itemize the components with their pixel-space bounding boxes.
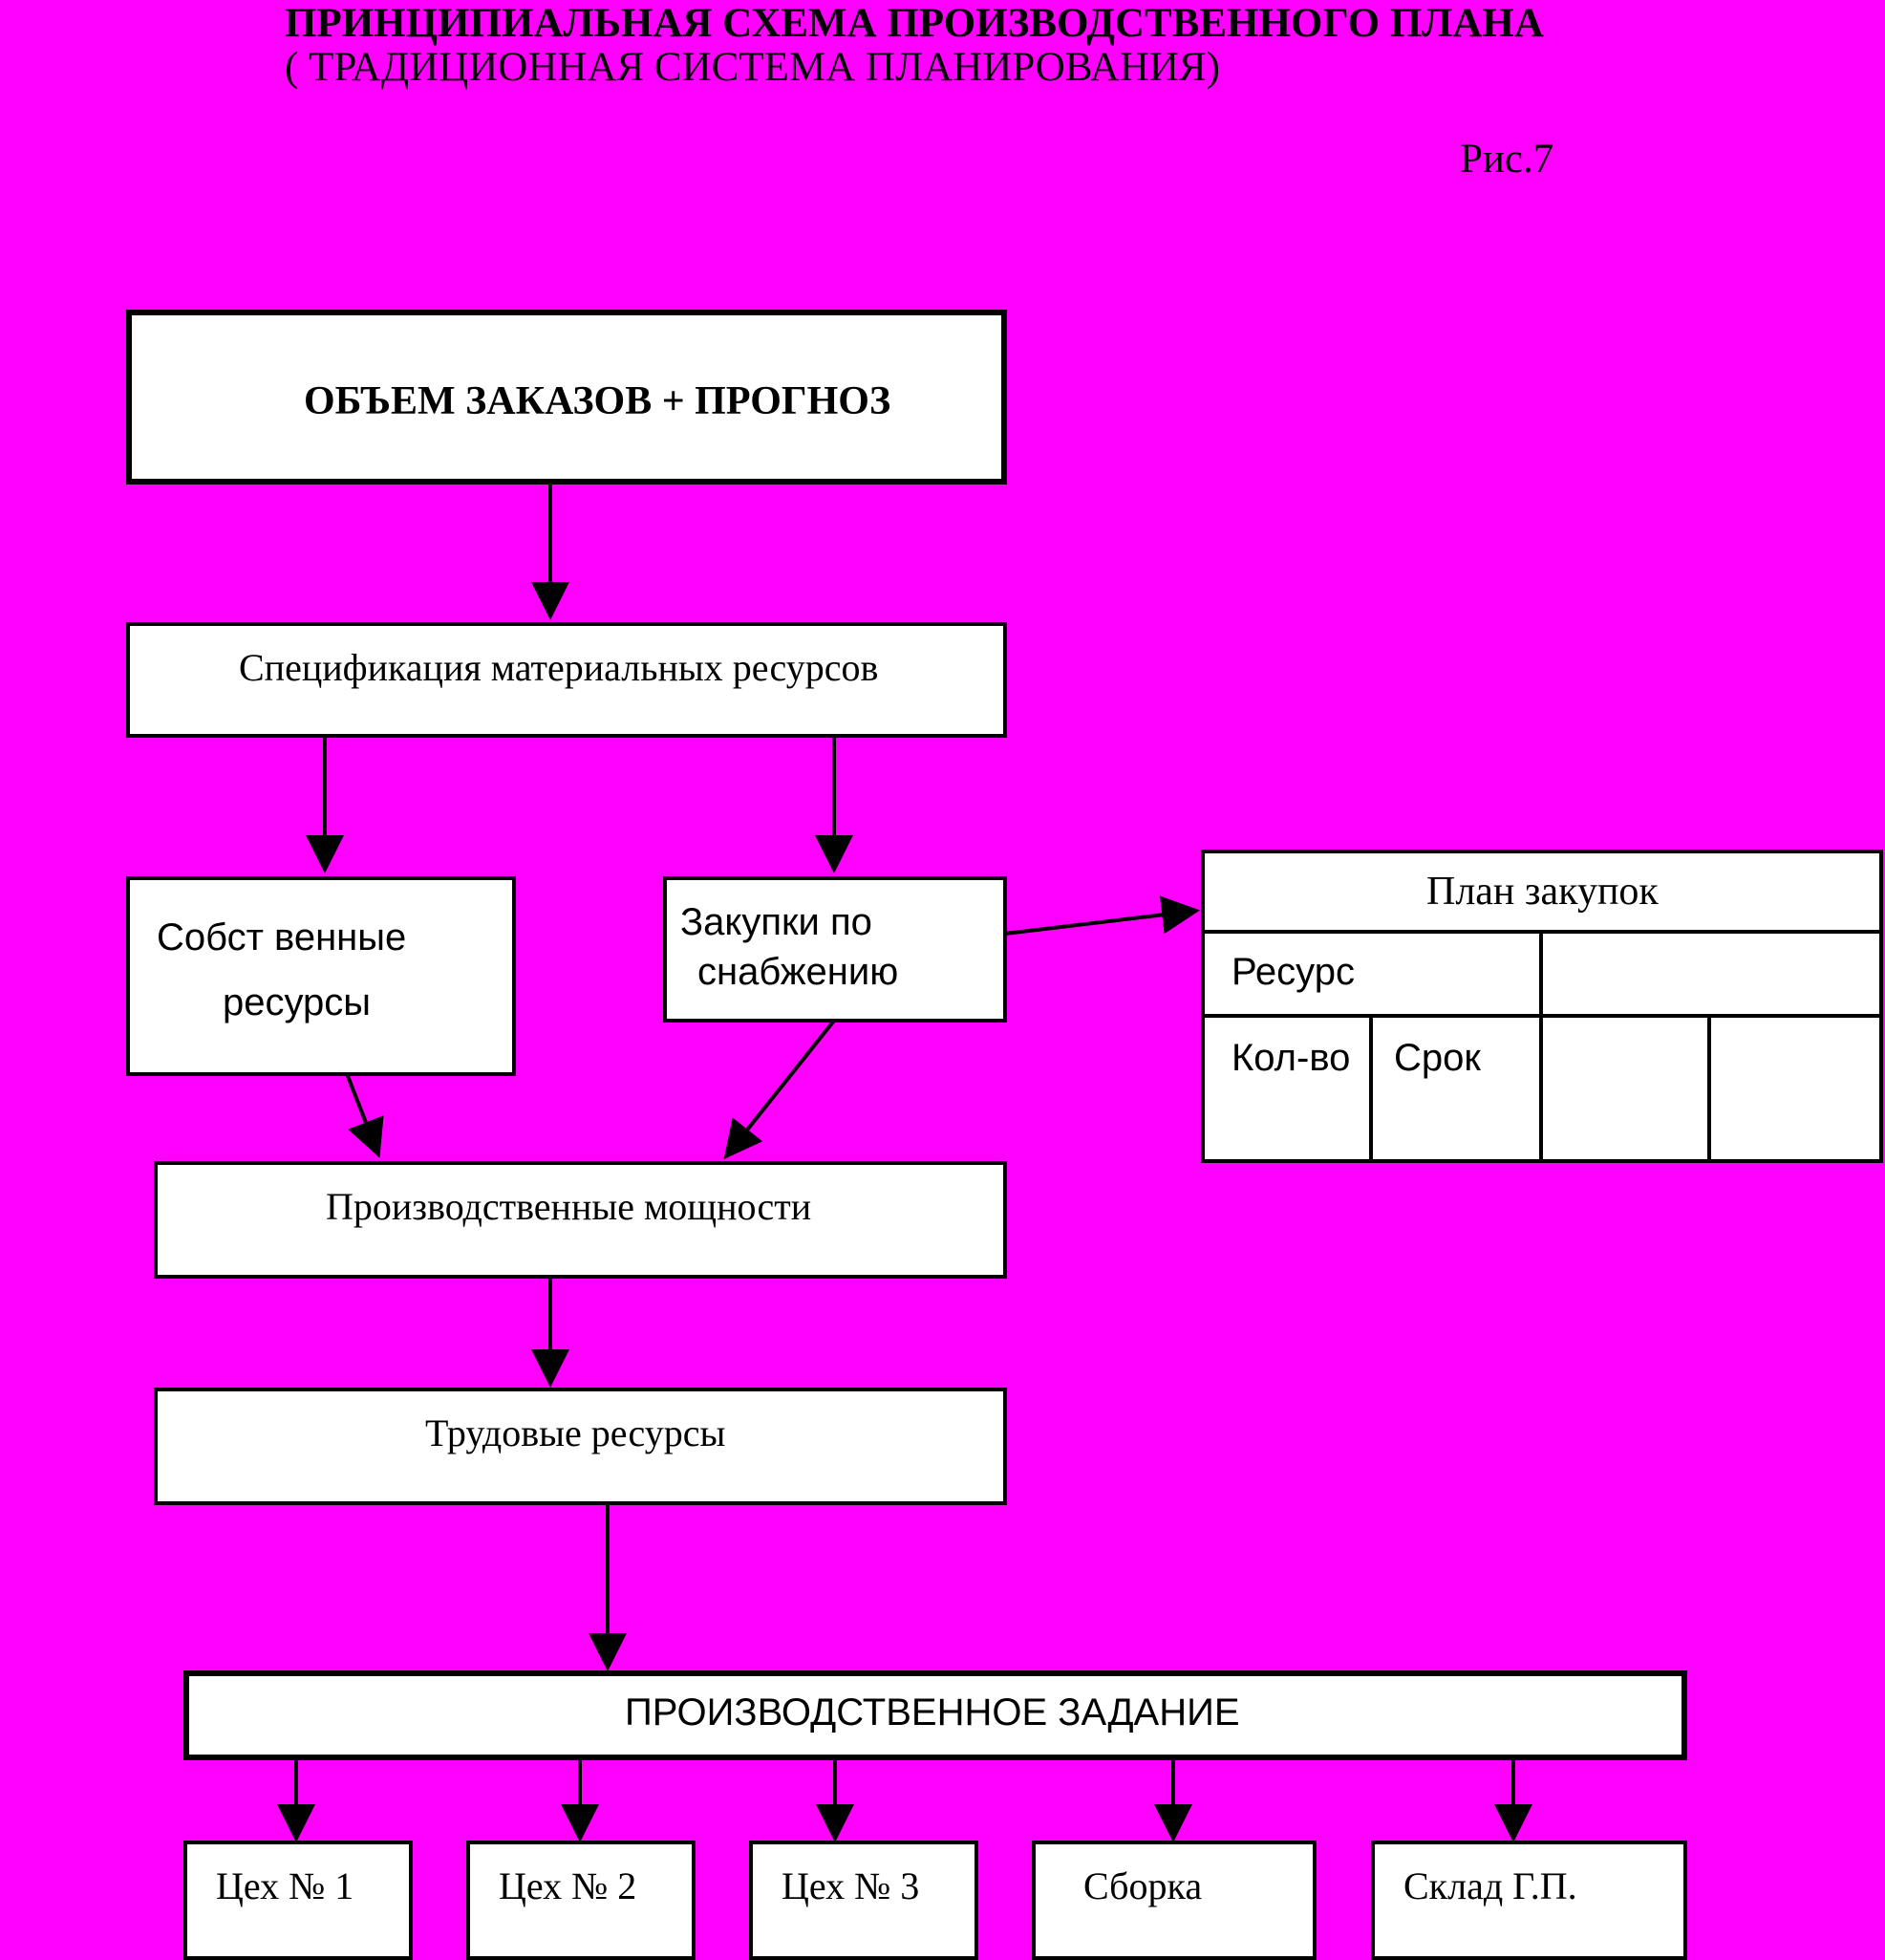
production-capacity-label: Производственные мощности — [326, 1185, 812, 1228]
production-task-box — [183, 1670, 1687, 1760]
warehouse-label: Склад Г.П. — [1403, 1864, 1577, 1907]
workshop-3-label: Цех № 3 — [782, 1864, 920, 1907]
resource-label: Ресурс — [1232, 951, 1355, 993]
material-spec-box — [126, 622, 1007, 738]
production-task-label: ПРОИЗВОДСТВЕННОЕ ЗАДАНИЕ — [625, 1691, 1240, 1734]
material-spec-label: Спецификация материальных ресурсов — [239, 646, 879, 689]
qty-cell — [1205, 1018, 1369, 1159]
title-line-1: ПРИНЦИПИАЛЬНАЯ СХЕМА ПРОИЗВОДСТВЕННОГО ПЛАНА — [285, 1, 1544, 46]
warehouse-box — [1371, 1841, 1687, 1960]
workshop-2-box — [466, 1841, 696, 1960]
resource-value-cell — [1543, 934, 1879, 1014]
production-capacity-box — [154, 1161, 1007, 1279]
resource-cell — [1205, 934, 1539, 1014]
term-label: Срок — [1394, 1037, 1481, 1079]
orders-forecast-label: ОБЪЕМ ЗАКАЗОВ + ПРОГНОЗ — [304, 379, 891, 423]
plan-header-label: План закупок — [1426, 870, 1659, 914]
own-resources-box — [126, 876, 516, 1076]
term-cell — [1373, 1018, 1539, 1159]
labor-resources-box — [154, 1388, 1007, 1505]
purchases-label-2: снабжению — [697, 951, 899, 993]
workshop-3-box — [749, 1841, 978, 1960]
plan-header-cell — [1205, 853, 1879, 930]
workshop-1-box — [183, 1841, 413, 1960]
workshop-2-label: Цех № 2 — [499, 1864, 637, 1907]
labor-resources-label: Трудовые ресурсы — [425, 1411, 726, 1454]
arrow-purchase-to-capacity — [726, 1021, 834, 1156]
purchases-box — [663, 876, 1007, 1023]
empty-cell-1 — [1543, 1018, 1707, 1159]
orders-forecast-box — [126, 310, 1007, 485]
purchases-label-1: Закупки по — [680, 901, 872, 943]
own-resources-label-1: Собст венные — [157, 916, 407, 958]
workshop-1-label: Цех № 1 — [216, 1864, 354, 1907]
purchase-plan-table — [1201, 850, 1883, 1163]
own-resources-label-2: ресурсы — [223, 981, 372, 1023]
arrow-purchase-to-plan — [1005, 911, 1196, 934]
figure-label: Рис.7 — [1460, 137, 1554, 182]
assembly-label: Сборка — [1083, 1864, 1203, 1907]
qty-label: Кол-во — [1232, 1037, 1351, 1079]
title-line-2: ( ТРАДИЦИОННАЯ СИСТЕМА ПЛАНИРОВАНИЯ) — [285, 45, 1220, 90]
empty-cell-2 — [1711, 1018, 1879, 1159]
assembly-box — [1032, 1841, 1317, 1960]
